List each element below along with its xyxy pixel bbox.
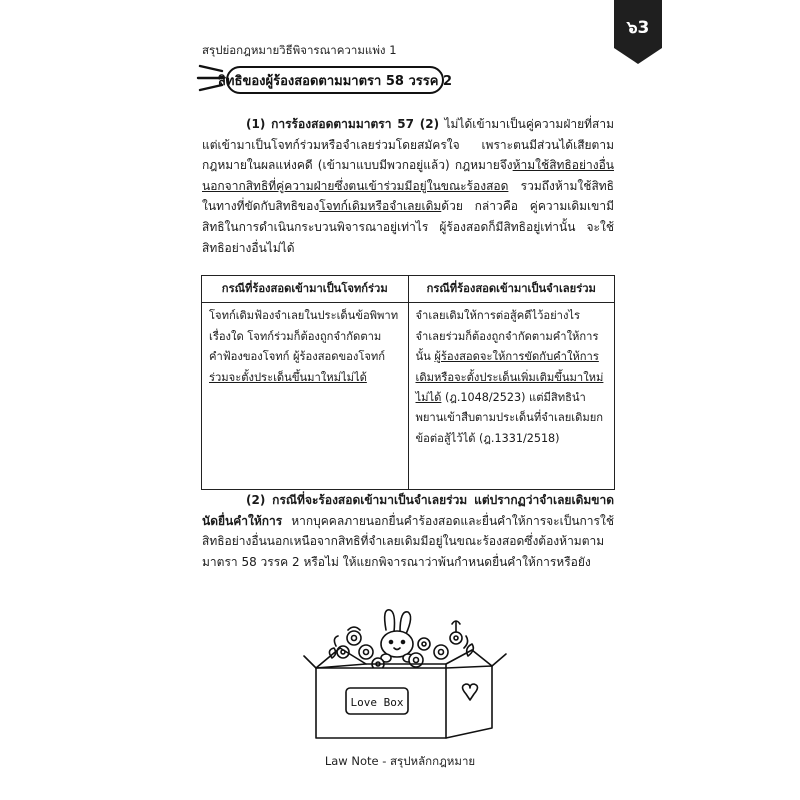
running-title: สรุปย่อกฎหมายวิธีพิจารณาความแพ่ง 1 bbox=[202, 43, 397, 57]
paragraph-1-lead: (1) การร้องสอดตามมาตรา 57 (2) bbox=[246, 117, 440, 131]
bunny-love-box-illustration bbox=[296, 608, 516, 740]
col1-text: โจทก์เดิมฟ้องจำเลยในประเด็นข้อพิพาทเรื่องใด โจทก์ร่วมก็ต้องถูกจำกัดตามคำฟ้องของโจทก์ ผู้ร้องสอดของโจทก์ bbox=[209, 309, 399, 364]
paragraph-1-underline-b: โจทก์เดิมหรือจำเลยเดิม bbox=[319, 199, 442, 214]
footer-text: Law Note - สรุปหลักกฎหมาย bbox=[324, 754, 476, 768]
table-row bbox=[202, 303, 615, 490]
paragraph-2 bbox=[202, 490, 614, 572]
paragraph-1-text-b: รวมถึงห้ามใช้สิทธิในทางที่ขัดกับสิทธิของ bbox=[202, 178, 614, 214]
col1-header: กรณีที่ร้องสอดเข้ามาเป็นโจทก์ร่วม bbox=[202, 276, 409, 303]
paragraph-2-text: หากบุคคลภายนอกยื่นคำร้องสอดและยื่นคำให้การจะเป็นการใช้สิทธิอย่างอื่นนอกเหนือจากสิทธิที่จำเลยเดิมมีอยู่ในขณะร้องสอดซึ่งต้องห้ามตามมาตรา 58 วรรค 2 หรือไม่ ให้แยกพิจารณาว่าพ้นกำหนดยื่นคำให้การหรือยัง bbox=[202, 513, 614, 569]
comparison-table bbox=[201, 275, 615, 490]
paragraph-1-text-a: ไม่ได้เข้ามาเป็นคู่ความฝ่ายที่สาม แต่เข้ามาเป็นโจทก์ร่วมหรือจำเลยร่วมโดยสมัครใจ เพราะตนมีส่วนได้เสียตามกฎหมายในผลแห่งคดี (เข้ามาแบบมีพวกอยู่แล้ว) กฎหมายจึง bbox=[202, 117, 614, 173]
col2-header: กรณีที่ร้องสอดเข้ามาเป็นจำเลยร่วม bbox=[408, 276, 615, 303]
col2-text: จำเลยเดิมให้การต่อสู้คดีไว้อย่างไร จำเลยร่วมก็ต้องถูกจำกัดตามคำให้การนั้น bbox=[415, 309, 599, 364]
paragraph-2-lead: (2) กรณีที่จะร้องสอดเข้ามาเป็นจำเลยร่วม แต่ปรากฏว่าจำเลยเดิมขาดนัดยื่นคำให้การ bbox=[202, 493, 614, 528]
paragraph-1-underline-a: ห้ามใช้สิทธิอย่างอื่นนอกจากสิทธิที่คู่ความฝ่ายซึ่งตนเข้าร่วมมีอยู่ในขณะร้องสอด bbox=[202, 158, 614, 193]
col2-cell bbox=[408, 303, 615, 490]
section-heading: สิทธิของผู้ร้องสอดตามมาตรา 58 วรรค 2 bbox=[226, 66, 444, 94]
col1-cell bbox=[202, 303, 409, 490]
paragraph-1 bbox=[202, 114, 614, 258]
col2-tail: (ฎ.1048/2523) แต่มีสิทธินำพยานเข้าสืบตามประเด็นที่จำเลยเดิมยกข้อต่อสู้ไว้ได้ (ฎ.1331/2518) bbox=[415, 391, 604, 445]
col2-underline: ผู้ร้องสอดจะให้การขัดกับคำให้การเดิมหรือจะตั้งประเด็นเพิ่มเติมขึ้นมาใหม่ไม่ได้ bbox=[415, 350, 604, 405]
col1-underline: ร่วมจะตั้งประเด็นขึ้นมาใหม่ไม่ได้ bbox=[209, 370, 367, 384]
paragraph-1-text-c: ด้วย กล่าวคือ คู่ความเดิมเขามีสิทธิในการดำเนินกระบวนพิจารณาอยู่เท่าไร ผู้ร้องสอดก็มีสิทธิอยู่เท่านั้น จะใช้สิทธิอย่างอื่นไม่ได้ bbox=[202, 199, 614, 255]
page-number: ๖3 bbox=[626, 18, 650, 38]
table-header-row bbox=[202, 276, 615, 303]
box-label: Love Box bbox=[350, 696, 404, 709]
